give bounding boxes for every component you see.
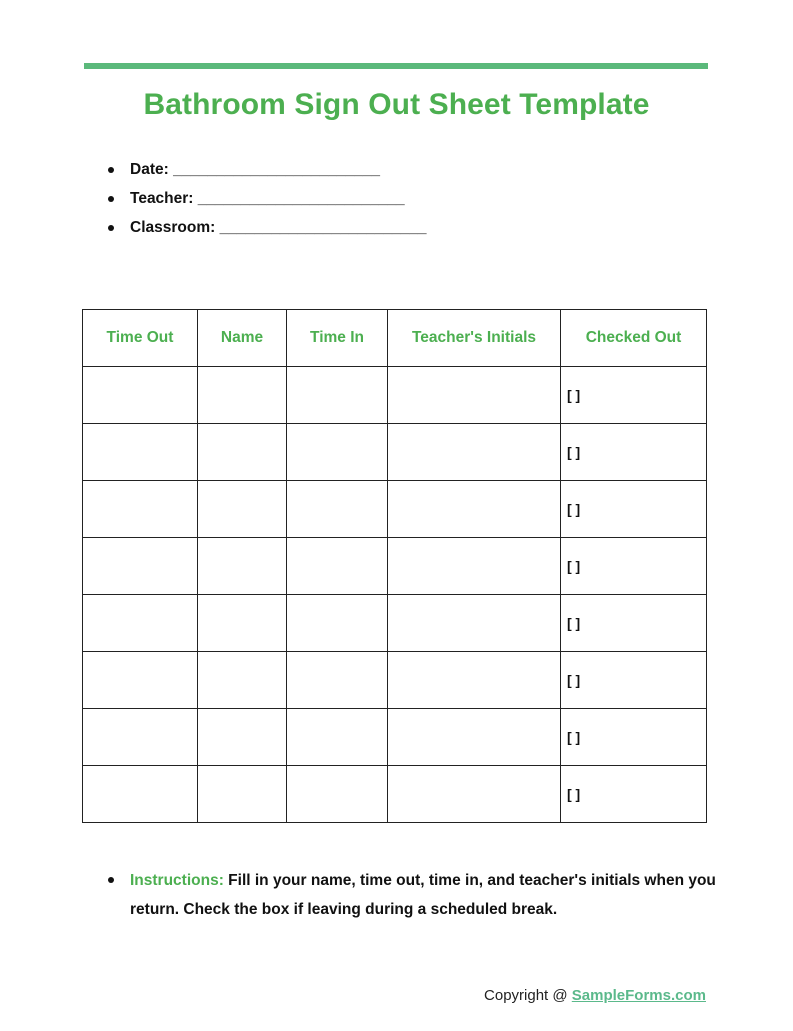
checked-out-checkbox[interactable]: [ ] <box>561 538 707 595</box>
cell-time-in[interactable] <box>287 766 388 823</box>
table-row <box>83 652 707 709</box>
table-row <box>83 595 707 652</box>
page-title: Bathroom Sign Out Sheet Template <box>143 88 650 121</box>
cell-name[interactable] <box>198 595 287 652</box>
cell-teachers-initials[interactable] <box>388 481 561 538</box>
cell-time-in[interactable] <box>287 709 388 766</box>
cell-time-out[interactable] <box>83 481 198 538</box>
instructions-list <box>108 866 718 924</box>
cell-teachers-initials[interactable] <box>388 652 561 709</box>
header-checked-out: Checked Out <box>561 310 707 367</box>
table-row <box>83 538 707 595</box>
checked-out-checkbox[interactable]: [ ] <box>561 766 707 823</box>
copyright-footer <box>484 987 706 1004</box>
field-date-label: Date: <box>130 161 169 178</box>
cell-teachers-initials[interactable] <box>388 766 561 823</box>
checked-out-checkbox[interactable]: [ ] <box>561 595 707 652</box>
table-row <box>83 424 707 481</box>
field-teacher <box>108 189 426 218</box>
field-date-blank: ________________________ <box>173 161 380 178</box>
cell-name[interactable] <box>198 367 287 424</box>
header-time-in: Time In <box>287 310 388 367</box>
cell-time-in[interactable] <box>287 538 388 595</box>
cell-time-out[interactable] <box>83 652 198 709</box>
field-classroom-blank: ________________________ <box>219 219 427 236</box>
checked-out-checkbox[interactable]: [ ] <box>561 709 707 766</box>
table-row <box>83 481 707 538</box>
header-name: Name <box>198 310 287 367</box>
cell-name[interactable] <box>198 709 287 766</box>
checked-out-checkbox[interactable]: [ ] <box>561 367 707 424</box>
field-teacher-label: Teacher: <box>130 190 194 207</box>
cell-name[interactable] <box>198 481 287 538</box>
cell-time-in[interactable] <box>287 481 388 538</box>
checked-out-checkbox[interactable]: [ ] <box>561 652 707 709</box>
info-fields <box>108 160 426 247</box>
table-row <box>83 709 707 766</box>
table-header-row <box>83 310 707 367</box>
cell-time-out[interactable] <box>83 367 198 424</box>
copyright-text: Copyright @ <box>484 987 572 1004</box>
cell-time-in[interactable] <box>287 595 388 652</box>
brand-link[interactable]: SampleForms.com <box>571 987 706 1004</box>
cell-name[interactable] <box>198 538 287 595</box>
instructions-item <box>108 866 718 924</box>
cell-teachers-initials[interactable] <box>388 595 561 652</box>
cell-time-in[interactable] <box>287 424 388 481</box>
cell-time-in[interactable] <box>287 652 388 709</box>
cell-time-in[interactable] <box>287 367 388 424</box>
checked-out-checkbox[interactable]: [ ] <box>561 481 707 538</box>
header-teachers-initials: Teacher's Initials <box>388 310 561 367</box>
field-date <box>108 160 426 189</box>
cell-teachers-initials[interactable] <box>388 424 561 481</box>
instructions-text: Fill in your name, time out, time in, and teacher's initials when you return. Check the box if leaving during a scheduled break. <box>130 872 716 918</box>
cell-name[interactable] <box>198 766 287 823</box>
header-accent-bar <box>84 63 708 69</box>
cell-time-out[interactable] <box>83 766 198 823</box>
instructions-label: Instructions: <box>130 872 224 889</box>
cell-time-out[interactable] <box>83 424 198 481</box>
sign-out-table <box>82 309 707 823</box>
cell-time-out[interactable] <box>83 595 198 652</box>
cell-teachers-initials[interactable] <box>388 367 561 424</box>
cell-teachers-initials[interactable] <box>388 709 561 766</box>
field-classroom-label: Classroom: <box>130 219 216 236</box>
cell-teachers-initials[interactable] <box>388 538 561 595</box>
checked-out-checkbox[interactable]: [ ] <box>561 424 707 481</box>
cell-name[interactable] <box>198 652 287 709</box>
cell-name[interactable] <box>198 424 287 481</box>
field-teacher-blank: ________________________ <box>197 190 405 207</box>
header-time-out: Time Out <box>83 310 198 367</box>
table-row <box>83 766 707 823</box>
field-classroom <box>108 218 426 247</box>
cell-time-out[interactable] <box>83 538 198 595</box>
cell-time-out[interactable] <box>83 709 198 766</box>
table-row <box>83 367 707 424</box>
